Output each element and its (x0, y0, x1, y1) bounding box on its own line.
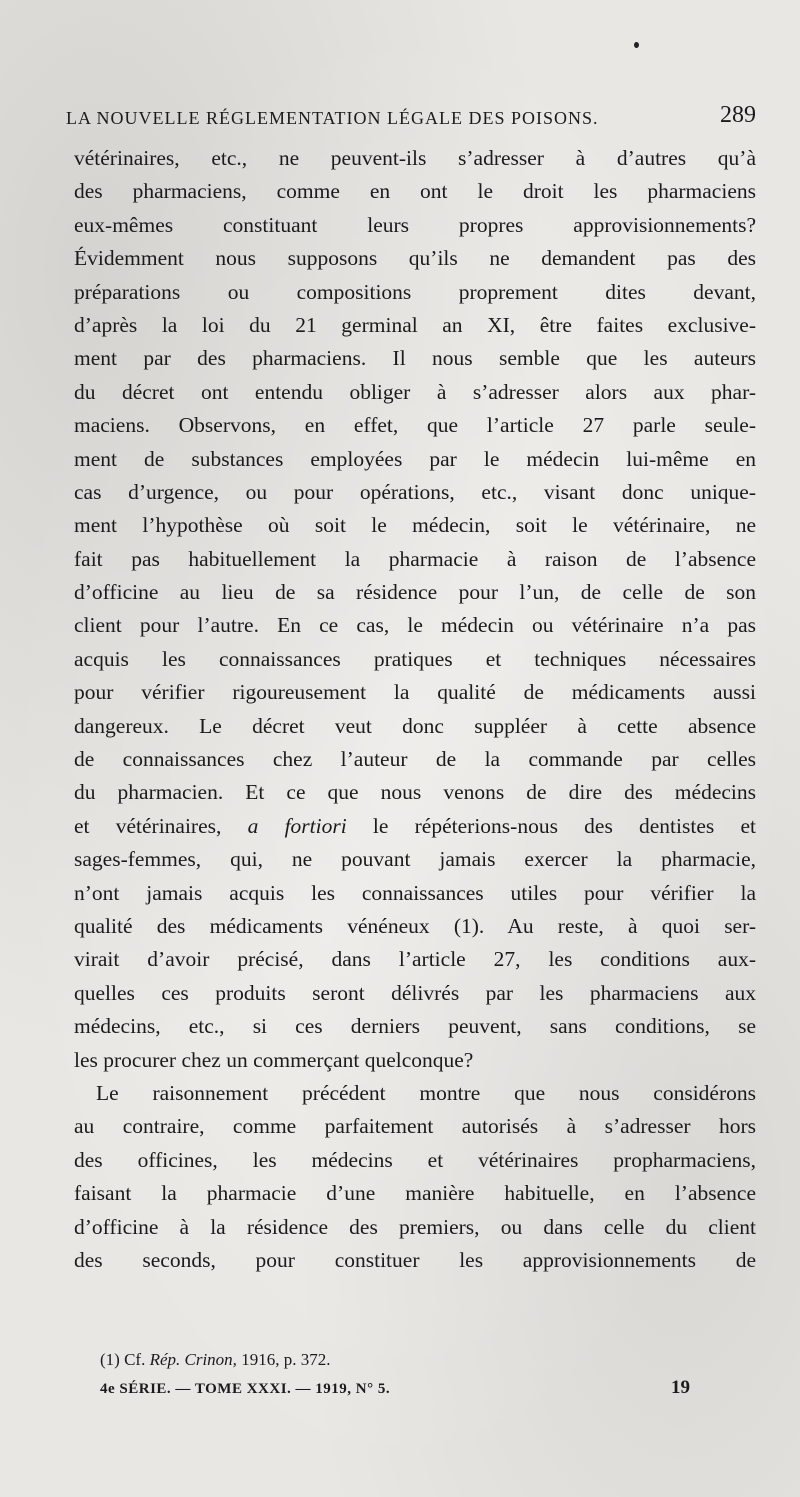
text-line: du décret ont entendu obliger à s’adresser alors aux phar- (74, 379, 756, 404)
text-line-italic (74, 810, 756, 843)
text-line: n’ont jamais acquis les connaissances utiles pour vérifier la (74, 880, 756, 905)
text-line: eux-mêmes constituant leurs propres approvisionnements? (74, 212, 756, 237)
text-line: maciens. Observons, en effet, que l’article 27 parle seule- (74, 413, 756, 438)
running-head (66, 100, 756, 136)
text-line: ment l’hypothèse où soit le médecin, soit le vétérinaire, ne (74, 513, 756, 538)
text-segment: le répéterions-nous des dentistes et (346, 813, 756, 838)
paragraph-first-line: Le raisonnement précédent montre que nous considérons (96, 1080, 756, 1105)
text-line: client pour l’autre. En ce cas, le médecin ou vétérinaire n’a pas (74, 613, 756, 638)
text-line: fait pas habituellement la pharmacie à raison de l’absence (74, 546, 756, 571)
text-line: des officines, les médecins et vétérinaires propharmaciens, (74, 1147, 756, 1172)
text-line: des seconds, pour constituer les approvisionnements de (74, 1247, 756, 1272)
text-line: faisant la pharmacie d’une manière habituelle, en l’absence (74, 1181, 756, 1206)
text-line: virait d’avoir précisé, dans l’article 27, les conditions aux- (74, 947, 756, 972)
text-line: du pharmacien. Et ce que nous venons de dire des médecins (74, 780, 756, 805)
footnote (100, 1350, 330, 1370)
page-number: 289 (720, 102, 756, 128)
text-line: vétérinaires, etc., ne peuvent-ils s’adresser à d’autres qu’à (74, 146, 756, 170)
text-line: d’officine à la résidence des premiers, ou dans celle du client (74, 1214, 756, 1239)
text-line: pour vérifier rigoureusement la qualité de médicaments aussi (74, 680, 756, 705)
text-segment: et vétérinaires, (74, 813, 248, 838)
text-line: d’après la loi du 21 germinal an XI, être faites exclusive- (74, 312, 756, 337)
ink-speck (634, 42, 639, 48)
text-line: qualité des médicaments vénéneux (1). Au reste, à quoi ser- (74, 913, 756, 938)
text-line: ment par des pharmaciens. Il nous semble que les auteurs (74, 346, 756, 371)
text-line: cas d’urgence, ou pour opérations, etc., visant donc unique- (74, 479, 756, 504)
text-line: acquis les connaissances pratiques et techniques nécessaires (74, 646, 756, 671)
text-line: des pharmaciens, comme en ont le droit les pharmaciens (74, 179, 756, 204)
footnote-prefix: (1) Cf. (100, 1350, 150, 1369)
series-info: 4e SÉRIE. — TOME XXXI. — 1919, N° 5. (100, 1381, 391, 1397)
body-text (74, 142, 756, 1277)
italic-phrase: a fortiori (247, 813, 347, 838)
signature-line (100, 1377, 690, 1405)
text-line: Évidemment nous supposons qu’ils ne demandent pas des (74, 246, 756, 271)
text-line: au contraire, comme parfaitement autorisés à s’adresser hors (74, 1114, 756, 1139)
sheet-number: 19 (671, 1377, 690, 1398)
text-line: de connaissances chez l’auteur de la commande par celles (74, 747, 756, 772)
text-line: préparations ou compositions proprement dites devant, (74, 279, 756, 304)
running-title: LA NOUVELLE RÉGLEMENTATION LÉGALE DES POISONS. (66, 108, 599, 128)
footnote-suffix: 1916, p. 372. (236, 1350, 331, 1369)
text-line: quelles ces produits seront délivrés par les pharmaciens aux (74, 980, 756, 1005)
paragraph-last-line: les procurer chez un commerçant quelconque? (74, 1047, 474, 1072)
text-line: médecins, etc., si ces derniers peuvent, sans conditions, se (74, 1014, 756, 1039)
text-line: ment de substances employées par le médecin lui-même en (74, 446, 756, 471)
text-line: d’officine au lieu de sa résidence pour l’un, de celle de son (74, 580, 756, 605)
footnote-source: Rép. Crinon, (149, 1350, 237, 1369)
text-line: sages-femmes, qui, ne pouvant jamais exercer la pharmacie, (74, 847, 756, 872)
text-line: dangereux. Le décret veut donc suppléer à cette absence (74, 713, 756, 738)
